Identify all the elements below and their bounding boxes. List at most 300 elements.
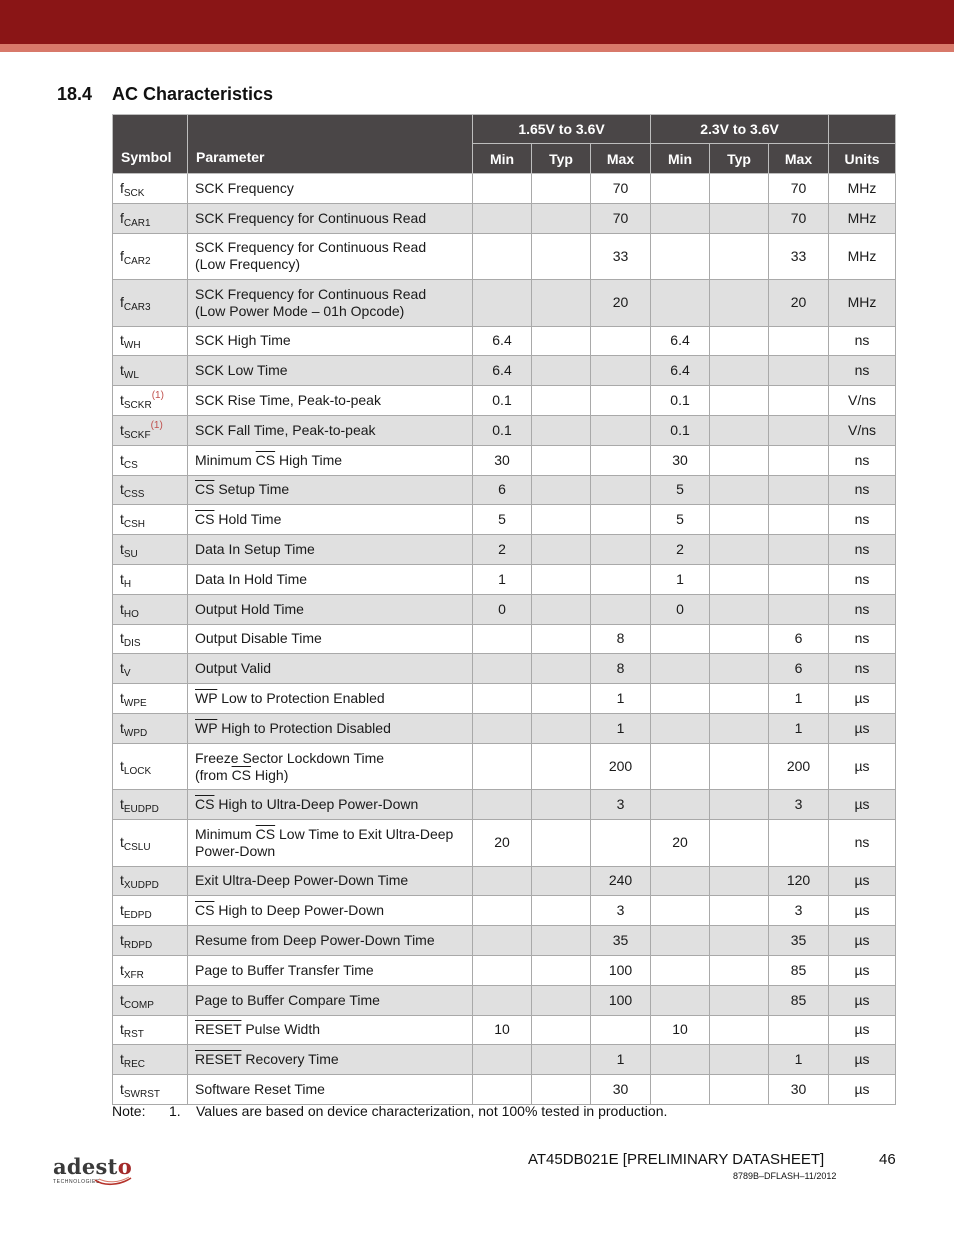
header-bar — [0, 0, 954, 44]
parameter-cell — [188, 356, 473, 386]
value-cell-typ2 — [710, 654, 769, 684]
value-cell-typ1 — [532, 594, 591, 624]
value-cell-min2 — [651, 713, 710, 743]
units-cell: MHz — [829, 174, 896, 204]
value-cell-typ2 — [710, 1045, 769, 1075]
header-range-2: 2.3V to 3.6V — [651, 115, 829, 144]
table-row — [113, 790, 896, 820]
page-number: 46 — [879, 1151, 896, 1168]
ac-characteristics-table — [112, 114, 896, 1105]
header-min-1: Min — [473, 144, 532, 174]
parameter-line — [195, 660, 465, 677]
parameter-cell — [188, 174, 473, 204]
value-cell-max1 — [591, 594, 651, 624]
value-cell-max2 — [769, 1015, 829, 1045]
value-cell-typ2 — [710, 1075, 769, 1105]
document-title: AT45DB021E [PRELIMINARY DATASHEET] — [528, 1151, 825, 1168]
parameter-line — [195, 452, 465, 469]
symbol-cell — [113, 713, 188, 743]
value-cell-min2: 0 — [651, 594, 710, 624]
parameter-text: Data In Setup Time — [195, 541, 315, 558]
value-cell-typ1 — [532, 564, 591, 594]
table-row — [113, 1075, 896, 1105]
units-cell: µs — [829, 866, 896, 896]
parameter-cell — [188, 1045, 473, 1075]
value-cell-typ2 — [710, 475, 769, 505]
symbol-cell — [113, 820, 188, 867]
units-cell: µs — [829, 896, 896, 926]
symbol-cell — [113, 415, 188, 445]
parameter-line — [195, 932, 465, 949]
parameter-text: Software Reset Time — [195, 1081, 325, 1098]
units-cell: MHz — [829, 280, 896, 327]
symbol-subscript: HO — [123, 608, 139, 620]
symbol-letter: t — [120, 630, 124, 647]
value-cell-min1 — [473, 896, 532, 926]
value-cell-min2: 5 — [651, 475, 710, 505]
footnote-ref: (1) — [151, 390, 164, 402]
symbol-letter: t — [120, 481, 124, 498]
value-cell-typ2 — [710, 505, 769, 535]
value-cell-typ2 — [710, 415, 769, 445]
value-cell-typ2 — [710, 926, 769, 956]
symbol-subscript: SCK — [123, 187, 145, 199]
value-cell-min2 — [651, 203, 710, 233]
symbol-subscript: EUDPD — [123, 804, 159, 816]
note-label: Note: — [112, 1103, 146, 1119]
symbol-subscript: DIS — [123, 638, 141, 650]
header-units: Units — [829, 144, 896, 174]
parameter-cell — [188, 866, 473, 896]
value-cell-min2: 6.4 — [651, 326, 710, 356]
parameter-text: Hold Time — [214, 511, 282, 528]
table-row — [113, 505, 896, 535]
parameter-text: High) — [251, 766, 289, 783]
value-cell-typ1 — [532, 1075, 591, 1105]
value-cell-min1: 30 — [473, 445, 532, 475]
value-cell-min2 — [651, 624, 710, 654]
value-cell-min1 — [473, 654, 532, 684]
units-cell: µs — [829, 926, 896, 956]
symbol-letter: t — [120, 451, 124, 468]
symbol-subscript: CSS — [123, 489, 145, 501]
symbol-letter: t — [120, 902, 124, 919]
parameter-line — [195, 601, 465, 618]
value-cell-min2 — [651, 866, 710, 896]
symbol-cell — [113, 624, 188, 654]
value-cell-typ1 — [532, 386, 591, 416]
value-cell-typ1 — [532, 985, 591, 1015]
value-cell-max1: 100 — [591, 955, 651, 985]
adesto-logo — [53, 1156, 137, 1190]
symbol-cell — [113, 326, 188, 356]
units-cell: ns — [829, 356, 896, 386]
value-cell-min2 — [651, 896, 710, 926]
parameter-line — [195, 992, 465, 1009]
header-symbol: Symbol — [113, 115, 188, 174]
parameter-line — [195, 1081, 465, 1098]
value-cell-min2 — [651, 684, 710, 714]
value-cell-min1: 6 — [473, 475, 532, 505]
symbol-subscript: LOCK — [123, 766, 152, 777]
parameter-overline-signal: RESET — [195, 1051, 242, 1068]
value-cell-min1 — [473, 866, 532, 896]
value-cell-max1: 1 — [591, 684, 651, 714]
parameter-line — [195, 571, 465, 588]
section-heading — [57, 84, 273, 105]
value-cell-max2 — [769, 415, 829, 445]
value-cell-min2 — [651, 174, 710, 204]
header-typ-1: Typ — [532, 144, 591, 174]
parameter-cell — [188, 386, 473, 416]
units-cell: MHz — [829, 233, 896, 280]
value-cell-min1 — [473, 684, 532, 714]
symbol-subscript: WPD — [123, 727, 148, 739]
table-row — [113, 326, 896, 356]
parameter-text: Setup Time — [214, 481, 290, 498]
value-cell-max1: 1 — [591, 713, 651, 743]
symbol-subscript: CSH — [123, 519, 146, 531]
value-cell-max2 — [769, 535, 829, 565]
parameter-cell — [188, 535, 473, 565]
table-row — [113, 713, 896, 743]
parameter-text: Minimum — [195, 451, 256, 468]
table-row — [113, 203, 896, 233]
parameter-cell — [188, 684, 473, 714]
parameter-line — [195, 180, 465, 197]
parameter-cell — [188, 790, 473, 820]
symbol-subscript: H — [123, 578, 132, 590]
value-cell-typ2 — [710, 866, 769, 896]
value-cell-typ2 — [710, 790, 769, 820]
parameter-text: Low Time to Exit Ultra-Deep — [275, 825, 454, 842]
table-row — [113, 866, 896, 896]
value-cell-typ1 — [532, 743, 591, 790]
value-cell-min2: 5 — [651, 505, 710, 535]
symbol-cell — [113, 654, 188, 684]
units-cell: µs — [829, 790, 896, 820]
parameter-cell — [188, 203, 473, 233]
parameter-text: (Low Frequency) — [195, 256, 301, 273]
table-row — [113, 684, 896, 714]
table-row — [113, 1045, 896, 1075]
parameter-cell — [188, 713, 473, 743]
header-accent-stripe — [0, 44, 954, 52]
value-cell-max1 — [591, 535, 651, 565]
parameter-line — [195, 902, 465, 919]
table-row — [113, 985, 896, 1015]
value-cell-typ1 — [532, 475, 591, 505]
logo-wordmark: adesto — [53, 1154, 132, 1179]
symbol-letter: t — [120, 392, 124, 409]
units-cell: ns — [829, 820, 896, 867]
units-cell: ns — [829, 564, 896, 594]
symbol-subscript: REC — [123, 1059, 146, 1071]
parameter-cell — [188, 654, 473, 684]
symbol-letter: t — [120, 991, 124, 1008]
value-cell-max2: 1 — [769, 684, 829, 714]
symbol-letter: t — [120, 600, 124, 617]
value-cell-min1 — [473, 955, 532, 985]
parameter-line — [195, 210, 465, 227]
value-cell-max2: 3 — [769, 896, 829, 926]
value-cell-min2 — [651, 280, 710, 327]
units-cell: ns — [829, 624, 896, 654]
symbol-cell — [113, 280, 188, 327]
symbol-subscript: RDPD — [123, 940, 153, 952]
parameter-line — [195, 541, 465, 558]
parameter-text: Page to Buffer Compare Time — [195, 991, 380, 1008]
parameter-line — [195, 481, 465, 498]
value-cell-typ1 — [532, 505, 591, 535]
value-cell-max2: 120 — [769, 866, 829, 896]
value-cell-min2: 10 — [651, 1015, 710, 1045]
symbol-cell — [113, 535, 188, 565]
symbol-cell — [113, 475, 188, 505]
symbol-letter: f — [120, 179, 124, 196]
value-cell-min1: 0.1 — [473, 386, 532, 416]
symbol-letter: t — [120, 362, 124, 379]
value-cell-typ2 — [710, 386, 769, 416]
table-row — [113, 280, 896, 327]
parameter-line — [195, 767, 465, 784]
units-cell: µs — [829, 985, 896, 1015]
value-cell-typ2 — [710, 713, 769, 743]
units-cell: µs — [829, 1015, 896, 1045]
symbol-subscript: CS — [123, 459, 138, 471]
value-cell-typ1 — [532, 684, 591, 714]
value-cell-max2: 85 — [769, 985, 829, 1015]
symbol-letter: t — [120, 1051, 124, 1068]
value-cell-typ2 — [710, 594, 769, 624]
parameter-line — [195, 872, 465, 889]
parameter-text: (from — [195, 766, 232, 783]
symbol-letter: t — [120, 660, 124, 677]
value-cell-typ2 — [710, 1015, 769, 1045]
header-parameter: Parameter — [188, 115, 473, 174]
parameter-text: (Low Power Mode – 01h Opcode) — [195, 302, 405, 319]
symbol-cell — [113, 866, 188, 896]
parameter-overline-signal: RESET — [195, 1021, 242, 1038]
value-cell-typ1 — [532, 790, 591, 820]
symbol-letter: t — [120, 1081, 124, 1098]
symbol-letter: t — [120, 1021, 124, 1038]
value-cell-max2: 3 — [769, 790, 829, 820]
value-cell-min2 — [651, 955, 710, 985]
logo-swoosh-icon — [93, 1174, 133, 1186]
note-text: Values are based on device characterization, not 100% tested in production. — [196, 1103, 668, 1119]
parameter-text: High to Ultra-Deep Power-Down — [214, 796, 419, 813]
units-cell: ns — [829, 535, 896, 565]
value-cell-min1 — [473, 1075, 532, 1105]
parameter-cell — [188, 594, 473, 624]
table-note — [112, 1103, 667, 1119]
table-row — [113, 356, 896, 386]
document-code: 8789B–DFLASH–11/2012 — [733, 1171, 837, 1181]
parameter-text: Output Disable Time — [195, 630, 322, 647]
parameter-cell — [188, 505, 473, 535]
value-cell-max1 — [591, 475, 651, 505]
value-cell-typ2 — [710, 820, 769, 867]
value-cell-max2 — [769, 326, 829, 356]
value-cell-min1 — [473, 713, 532, 743]
value-cell-typ1 — [532, 866, 591, 896]
value-cell-min2 — [651, 743, 710, 790]
parameter-cell — [188, 743, 473, 790]
value-cell-typ1 — [532, 624, 591, 654]
parameter-overline-signal: $\overline{CS}$ — [195, 481, 215, 498]
header-min-2: Min — [651, 144, 710, 174]
parameter-text: Exit Ultra-Deep Power-Down Time — [195, 872, 409, 889]
parameter-text: SCK High Time — [195, 332, 291, 349]
value-cell-typ2 — [710, 684, 769, 714]
value-cell-min1: 2 — [473, 535, 532, 565]
parameter-cell — [188, 1015, 473, 1045]
table-row — [113, 475, 896, 505]
value-cell-min2 — [651, 654, 710, 684]
symbol-cell — [113, 505, 188, 535]
section-number: 18.4 — [57, 84, 93, 104]
parameter-line — [195, 1021, 465, 1038]
value-cell-min1 — [473, 233, 532, 280]
value-cell-max2: 30 — [769, 1075, 829, 1105]
symbol-letter: t — [120, 690, 124, 707]
value-cell-max1: 3 — [591, 790, 651, 820]
parameter-line — [195, 286, 465, 303]
value-cell-min1: 6.4 — [473, 326, 532, 356]
value-cell-max1: 8 — [591, 654, 651, 684]
parameter-cell — [188, 955, 473, 985]
symbol-subscript: XUDPD — [123, 880, 159, 892]
symbol-subscript: WPE — [123, 698, 147, 710]
header-range-1: 1.65V to 3.6V — [473, 115, 651, 144]
value-cell-min2 — [651, 1045, 710, 1075]
table-row — [113, 926, 896, 956]
value-cell-max1: 200 — [591, 743, 651, 790]
parameter-line — [195, 511, 465, 528]
value-cell-typ2 — [710, 564, 769, 594]
value-cell-min2: 0.1 — [651, 386, 710, 416]
parameter-overline-signal: $\overline{CS}$ — [195, 902, 215, 919]
parameter-line — [195, 362, 465, 379]
parameter-text: Low to Protection Enabled — [217, 690, 385, 707]
symbol-letter: t — [120, 541, 124, 558]
table-row — [113, 594, 896, 624]
table-row — [113, 1015, 896, 1045]
value-cell-typ2 — [710, 174, 769, 204]
value-cell-typ2 — [710, 326, 769, 356]
parameter-text: SCK Rise Time, Peak-to-peak — [195, 392, 381, 409]
symbol-subscript: SCKR — [123, 400, 152, 412]
symbol-subscript: COMP — [123, 999, 154, 1011]
table-row — [113, 624, 896, 654]
table-row — [113, 564, 896, 594]
parameter-line — [195, 332, 465, 349]
value-cell-min1: 5 — [473, 505, 532, 535]
value-cell-min2: 1 — [651, 564, 710, 594]
symbol-cell — [113, 203, 188, 233]
value-cell-typ2 — [710, 445, 769, 475]
table-row — [113, 174, 896, 204]
note-number: 1. — [169, 1103, 181, 1119]
parameter-line — [195, 303, 465, 320]
symbol-cell — [113, 985, 188, 1015]
value-cell-min1: 6.4 — [473, 356, 532, 386]
parameter-cell — [188, 820, 473, 867]
symbol-cell — [113, 594, 188, 624]
table-row — [113, 233, 896, 280]
value-cell-typ1 — [532, 174, 591, 204]
value-cell-typ1 — [532, 820, 591, 867]
value-cell-max2 — [769, 445, 829, 475]
value-cell-max1: 240 — [591, 866, 651, 896]
value-cell-max2: 35 — [769, 926, 829, 956]
parameter-cell — [188, 1075, 473, 1105]
symbol-letter: f — [120, 294, 124, 311]
units-cell: ns — [829, 326, 896, 356]
parameter-text: Output Hold Time — [195, 600, 304, 617]
parameter-text: Minimum — [195, 825, 256, 842]
symbol-letter: t — [120, 332, 124, 349]
table-row — [113, 955, 896, 985]
symbol-cell — [113, 233, 188, 280]
value-cell-min1 — [473, 203, 532, 233]
value-cell-typ2 — [710, 535, 769, 565]
value-cell-typ2 — [710, 280, 769, 327]
value-cell-max1 — [591, 445, 651, 475]
value-cell-max1 — [591, 505, 651, 535]
symbol-cell — [113, 1045, 188, 1075]
parameter-line — [195, 239, 465, 256]
header-max-1: Max — [591, 144, 651, 174]
symbol-letter: t — [120, 758, 124, 774]
symbol-subscript: V — [123, 668, 131, 680]
value-cell-max2 — [769, 820, 829, 867]
parameter-cell — [188, 233, 473, 280]
value-cell-max2: 1 — [769, 1045, 829, 1075]
value-cell-min2: 0.1 — [651, 415, 710, 445]
parameter-cell — [188, 896, 473, 926]
parameter-overline-signal: $\overline{WP}$ — [195, 690, 218, 707]
value-cell-typ2 — [710, 356, 769, 386]
footnote-ref: (1) — [150, 419, 163, 431]
value-cell-min2 — [651, 985, 710, 1015]
value-cell-typ1 — [532, 926, 591, 956]
parameter-text: Recovery Time — [241, 1051, 339, 1068]
symbol-subscript: CAR3 — [123, 302, 151, 314]
symbol-cell — [113, 896, 188, 926]
symbol-letter: t — [120, 834, 124, 851]
value-cell-typ1 — [532, 203, 591, 233]
units-cell: µs — [829, 955, 896, 985]
table-row — [113, 743, 896, 790]
value-cell-typ1 — [532, 896, 591, 926]
symbol-subscript: WH — [123, 340, 141, 352]
value-cell-max1 — [591, 415, 651, 445]
parameter-overline-signal: $\overline{CS}$ — [255, 825, 276, 842]
parameter-cell — [188, 445, 473, 475]
symbol-subscript: EDPD — [123, 910, 152, 922]
parameter-overline-signal: $\overline{CS}$ — [255, 451, 276, 468]
parameter-text: SCK Frequency for Continuous Read — [195, 239, 427, 256]
parameter-line — [195, 690, 465, 707]
units-cell: µs — [829, 1045, 896, 1075]
value-cell-min2 — [651, 926, 710, 956]
value-cell-max2: 85 — [769, 955, 829, 985]
header-max-2: Max — [769, 144, 829, 174]
value-cell-max1: 100 — [591, 985, 651, 1015]
table-row — [113, 445, 896, 475]
